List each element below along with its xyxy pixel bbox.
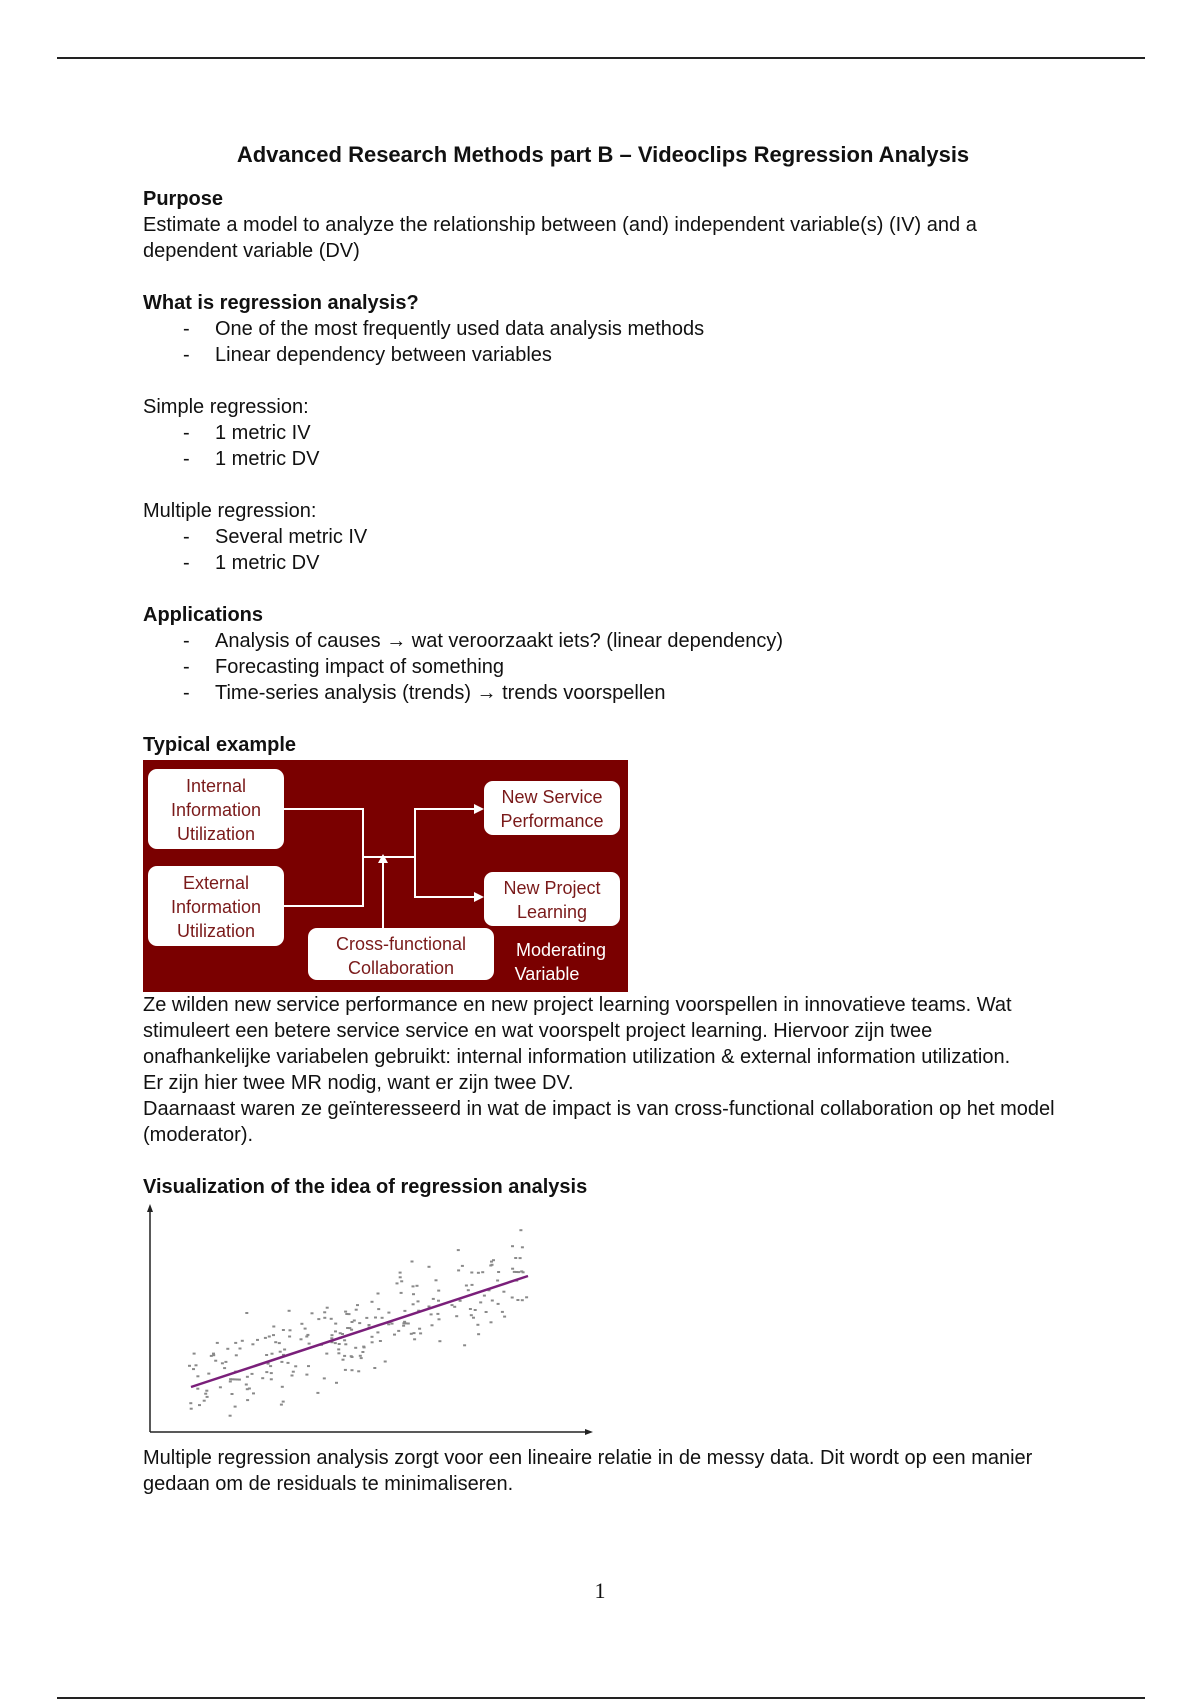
scatter-point: [272, 1326, 275, 1328]
scatter-point: [399, 1276, 402, 1278]
scatter-point: [412, 1303, 415, 1305]
scatter-point: [339, 1332, 342, 1334]
scatter-point: [216, 1342, 219, 1344]
scatter-point: [287, 1362, 290, 1364]
applications-list: [143, 628, 1063, 706]
scatter-point: [373, 1367, 376, 1369]
multiple-regression-list: [143, 524, 1063, 576]
scatter-point: [289, 1329, 292, 1331]
purpose-section: [143, 186, 1063, 264]
scatter-point: [461, 1265, 464, 1267]
box-project-line2: Learning: [516, 902, 588, 922]
scatter-point: [246, 1388, 249, 1390]
scatter-point: [192, 1368, 195, 1370]
scatter-point: [334, 1330, 337, 1332]
scatter-point: [371, 1341, 374, 1343]
scatter-point: [374, 1317, 377, 1319]
scatter-point: [231, 1393, 234, 1395]
scatter-point: [519, 1257, 522, 1259]
scatter-point: [323, 1317, 326, 1319]
scatter-point: [377, 1293, 380, 1295]
scatter-point: [246, 1399, 249, 1401]
applications-section: [143, 602, 1063, 706]
scatter-point: [268, 1336, 271, 1338]
scatter-point: [261, 1377, 264, 1379]
scatter-point: [477, 1272, 480, 1274]
scatter-point: [514, 1257, 517, 1259]
scatter-point: [229, 1415, 232, 1417]
scatter-point: [281, 1386, 284, 1388]
example-paragraph-1: Ze wilden new service performance en new project learning voorspellen in innovatieve teams. Wat stimuleert een betere service service en wat voorspelt project learning. Hiervoor zijn twee onafhankelijke variabelen gebruikt: internal information utilization & external information utilization.: [143, 994, 1012, 1068]
scatter-point: [307, 1365, 310, 1367]
scatter-point: [416, 1285, 419, 1287]
y-axis-arrow: [147, 1204, 153, 1212]
scatter-point: [278, 1342, 281, 1344]
scatter-point: [195, 1364, 198, 1366]
scatter-point: [337, 1352, 340, 1354]
scatter-point: [221, 1362, 224, 1364]
scatter-point: [525, 1296, 528, 1298]
example-paragraph-3: Daarnaast waren ze geïnteresseerd in wat de impact is van cross-functional collaboration op het model (moderator).: [143, 1098, 1055, 1146]
scatter-point: [437, 1290, 440, 1292]
example-section: [143, 732, 1063, 1148]
scatter-point: [501, 1311, 504, 1313]
model-diagram: [143, 760, 628, 992]
scatter-point: [350, 1329, 353, 1331]
scatter-point: [502, 1291, 505, 1293]
scatter-point: [435, 1279, 438, 1281]
visualization-section: [143, 1174, 1063, 1497]
scatter-point: [371, 1336, 374, 1338]
scatter-point: [438, 1340, 441, 1342]
scatter-point: [522, 1271, 525, 1273]
scatter-point: [476, 1324, 479, 1326]
scatter-point: [410, 1333, 413, 1335]
scatter-point: [413, 1332, 416, 1334]
scatter-point: [246, 1376, 249, 1378]
scatter-point: [226, 1348, 229, 1350]
scatter-point: [234, 1342, 237, 1344]
scatter-point: [288, 1336, 291, 1338]
scatter-point: [361, 1351, 364, 1353]
scatter-point: [521, 1246, 524, 1248]
scatter-point: [282, 1401, 285, 1403]
scatter-point: [384, 1361, 387, 1363]
scatter-point: [344, 1343, 347, 1345]
scatter-point: [334, 1323, 337, 1325]
box-project-line1: New Project: [503, 878, 601, 898]
scatter-point: [503, 1316, 506, 1318]
scatter-point: [238, 1379, 241, 1381]
scatter-point: [270, 1372, 273, 1374]
scatter-point: [326, 1307, 329, 1309]
scatter-point: [325, 1353, 328, 1355]
scatter-point: [474, 1309, 477, 1311]
regression-illustration: [143, 1204, 593, 1439]
scatter-point: [189, 1402, 192, 1404]
scatter-point: [256, 1339, 259, 1341]
box-service-line2: Performance: [500, 811, 604, 831]
scatter-point: [418, 1328, 421, 1330]
scatter-point: [437, 1300, 440, 1302]
scatter-point: [198, 1404, 201, 1406]
scatter-point: [497, 1271, 500, 1273]
scatter-point: [204, 1393, 207, 1395]
scatter-point: [351, 1369, 354, 1371]
scatter-point: [343, 1339, 346, 1341]
scatter-point: [279, 1351, 282, 1353]
simple-regression-label: Simple regression:: [143, 396, 309, 418]
scatter-point: [348, 1313, 351, 1315]
scatter-point: [407, 1323, 410, 1325]
scatter-point: [206, 1396, 209, 1398]
scatter-point: [511, 1245, 514, 1247]
purpose-text: Estimate a model to analyze the relationship between (and) independent variable(s) (IV) and a dependent variable (DV): [143, 214, 977, 262]
scatter-point: [239, 1348, 242, 1350]
scatter-point: [280, 1404, 283, 1406]
list-item: - Time-series analysis (trends) → trends voorspellen: [183, 680, 1063, 706]
scatter-point: [343, 1355, 346, 1357]
scatter-point: [490, 1261, 493, 1263]
scatter-point: [270, 1378, 273, 1380]
list-item: - Several metric IV: [183, 524, 1063, 550]
scatter-point: [282, 1329, 285, 1331]
scatter-point: [272, 1334, 275, 1336]
list-item: - Analysis of causes → wat veroorzaakt iets? (linear dependency): [183, 628, 1063, 654]
document-body: [143, 140, 1063, 1497]
box-crossfunctional-line2: Collaboration: [347, 958, 455, 978]
scatter-point: [387, 1323, 390, 1325]
scatter-point: [323, 1311, 326, 1313]
scatter-point: [241, 1340, 244, 1342]
scatter-point: [436, 1313, 439, 1315]
scatter-point: [402, 1325, 405, 1327]
scatter-point: [379, 1340, 382, 1342]
scatter-point: [245, 1312, 248, 1314]
scatter-point: [431, 1324, 434, 1326]
scatter-point: [371, 1301, 374, 1303]
scatter-point: [344, 1369, 347, 1371]
scatter-point: [467, 1289, 470, 1291]
scatter-point: [455, 1315, 458, 1317]
scatter-point: [477, 1333, 480, 1335]
scatter-point: [245, 1384, 248, 1386]
scatter-point: [472, 1317, 475, 1319]
scatter-point: [251, 1373, 254, 1375]
scatter-point: [308, 1343, 311, 1345]
scatter-point: [470, 1314, 473, 1316]
scatter-point: [334, 1342, 337, 1344]
applications-heading: Applications: [143, 604, 264, 626]
scatter-point: [353, 1320, 356, 1322]
box-external-line3: Utilization: [176, 921, 256, 941]
scatter-point: [335, 1382, 338, 1384]
scatter-point: [331, 1334, 334, 1336]
scatter-point: [483, 1295, 486, 1297]
scatter-point: [376, 1331, 379, 1333]
scatter-point: [207, 1373, 210, 1375]
scatter-point: [497, 1303, 500, 1305]
scatter-point: [391, 1323, 394, 1325]
page-title: Advanced Research Methods part B – Videoclips Regression Analysis: [236, 142, 970, 167]
scatter-point: [292, 1371, 295, 1373]
scatter-point: [214, 1360, 217, 1362]
x-axis-arrow: [585, 1429, 593, 1435]
scatter-point: [479, 1301, 482, 1303]
scatter-point: [196, 1388, 199, 1390]
multiple-regression-label: Multiple regression:: [143, 500, 317, 522]
scatter-point: [393, 1334, 396, 1336]
scatter-point: [351, 1356, 354, 1358]
scatter-point: [511, 1297, 514, 1299]
scatter-point: [463, 1344, 466, 1346]
scatter-point: [491, 1264, 494, 1266]
what-is-heading: What is regression analysis?: [143, 292, 419, 314]
scatter-point: [521, 1299, 524, 1301]
scatter-point: [354, 1347, 357, 1349]
scatter-point: [265, 1371, 268, 1373]
scatter-point: [412, 1293, 415, 1295]
scatter-point: [481, 1271, 484, 1273]
scatter-point: [396, 1282, 399, 1284]
page-number: 1: [594, 1578, 606, 1603]
scatter-point: [196, 1375, 199, 1377]
example-paragraph-2: Er zijn hier twee MR nodig, want er zijn twee DV.: [143, 1072, 574, 1094]
scatter-point: [359, 1355, 362, 1357]
header-rule: [57, 57, 1145, 59]
scatter-point: [304, 1328, 307, 1330]
scatter-point: [223, 1367, 226, 1369]
scatter-point: [400, 1280, 403, 1282]
scatter-point: [365, 1317, 368, 1319]
scatter-point: [469, 1308, 472, 1310]
scatter-point: [305, 1374, 308, 1376]
what-is-list: [143, 316, 1063, 368]
list-item: - 1 metric DV: [183, 446, 1063, 472]
scatter-point: [291, 1375, 294, 1377]
scatter-point: [397, 1330, 400, 1332]
scatter-point: [205, 1390, 208, 1392]
box-external-line1: External: [182, 873, 250, 893]
scatter-point: [403, 1310, 406, 1312]
scatter-point: [387, 1312, 390, 1314]
scatter-point: [234, 1406, 237, 1408]
scatter-point: [368, 1324, 371, 1326]
simple-regression-list: [143, 420, 1063, 472]
scatter-point: [294, 1365, 297, 1367]
scatter-point: [235, 1354, 238, 1356]
scatter-point: [193, 1353, 196, 1355]
scatter-point: [485, 1311, 488, 1313]
scatter-point: [490, 1321, 493, 1323]
scatter-point: [496, 1280, 499, 1282]
scatter-point: [344, 1311, 347, 1313]
box-internal-line1: Internal: [185, 776, 247, 796]
scatter-point: [317, 1318, 320, 1320]
scatter-point: [357, 1370, 360, 1372]
box-crossfunctional-line1: Cross-functional: [335, 934, 467, 954]
example-heading: Typical example: [143, 734, 297, 756]
scatter-point: [300, 1338, 303, 1340]
scatter-point: [283, 1349, 286, 1351]
scatter-point: [269, 1365, 272, 1367]
box-internal-line3: Utilization: [176, 824, 256, 844]
scatter-point: [412, 1285, 415, 1287]
footer-rule: [57, 1697, 1145, 1699]
box-internal-line2: Information: [170, 800, 262, 820]
scatter-point: [264, 1337, 267, 1339]
scatter-point: [360, 1357, 363, 1359]
scatter-point: [188, 1365, 191, 1367]
list-item: - Linear dependency between variables: [183, 342, 1063, 368]
list-item: - One of the most frequently used data analysis methods: [183, 316, 1063, 342]
visualization-heading: Visualization of the idea of regression analysis: [143, 1176, 588, 1198]
scatter-point: [252, 1392, 255, 1394]
list-item: - 1 metric DV: [183, 550, 1063, 576]
purpose-heading: Purpose: [143, 188, 224, 210]
box-external-line2: Information: [170, 897, 262, 917]
scatter-point: [362, 1346, 365, 1348]
scatter-point: [300, 1323, 303, 1325]
moderator-label-line2: Variable: [514, 964, 580, 984]
scatter-point: [428, 1266, 431, 1268]
list-item: - 1 metric IV: [183, 420, 1063, 446]
scatter-point: [330, 1318, 333, 1320]
scatter-point: [219, 1386, 222, 1388]
scatter-point: [271, 1353, 274, 1355]
scatter-point: [516, 1299, 519, 1301]
scatter-point: [411, 1261, 414, 1263]
scatter-point: [413, 1338, 416, 1340]
scatter-point: [453, 1306, 456, 1308]
scatter-point: [417, 1300, 420, 1302]
scatter-point: [471, 1284, 474, 1286]
scatter-point: [381, 1317, 384, 1319]
what-is-section: [143, 290, 1063, 368]
scatter-point: [229, 1381, 232, 1383]
scatter-point: [355, 1309, 358, 1311]
scatter-point: [337, 1348, 340, 1350]
scatter-point: [224, 1361, 227, 1363]
scatter-point: [356, 1304, 359, 1306]
scatter-point: [459, 1300, 462, 1302]
scatter-point: [457, 1249, 460, 1251]
scatter-point: [342, 1359, 345, 1361]
multiple-regression-section: [143, 498, 1063, 576]
scatter-point: [288, 1310, 291, 1312]
scatter-point: [377, 1308, 380, 1310]
scatter-point: [470, 1272, 473, 1274]
scatter-point: [457, 1269, 460, 1271]
scatter-point: [465, 1285, 468, 1287]
scatter-point: [306, 1334, 309, 1336]
scatter-point: [358, 1322, 361, 1324]
scatter-points: [188, 1229, 528, 1417]
scatter-point: [274, 1341, 277, 1343]
scatter-point: [203, 1400, 206, 1402]
list-item: - Forecasting impact of something: [183, 654, 1063, 680]
scatter-point: [517, 1271, 520, 1273]
scatter-point: [432, 1298, 435, 1300]
box-service-line1: New Service: [501, 787, 603, 807]
scatter-point: [419, 1332, 422, 1334]
scatter-point: [399, 1272, 402, 1274]
scatter-point: [491, 1300, 494, 1302]
scatter-point: [519, 1229, 522, 1231]
scatter-point: [265, 1354, 268, 1356]
scatter-point: [280, 1361, 283, 1363]
scatter-point: [316, 1392, 319, 1394]
simple-regression-section: [143, 394, 1063, 472]
scatter-point: [511, 1268, 514, 1270]
moderator-label-line1: Moderating: [515, 940, 607, 960]
scatter-point: [212, 1354, 215, 1356]
scatter-point: [400, 1292, 403, 1294]
scatter-point: [190, 1408, 193, 1410]
scatter-point: [430, 1313, 433, 1315]
visualization-caption: Multiple regression analysis zorgt voor een lineaire relatie in de messy data. Dit wordt op een manier gedaan om de residuals te minimaliseren.: [143, 1447, 1033, 1495]
scatter-point: [251, 1343, 254, 1345]
scatter-point: [451, 1304, 454, 1306]
scatter-point: [311, 1312, 314, 1314]
scatter-point: [323, 1377, 326, 1379]
scatter-point: [438, 1318, 441, 1320]
scatter-point: [338, 1343, 341, 1345]
